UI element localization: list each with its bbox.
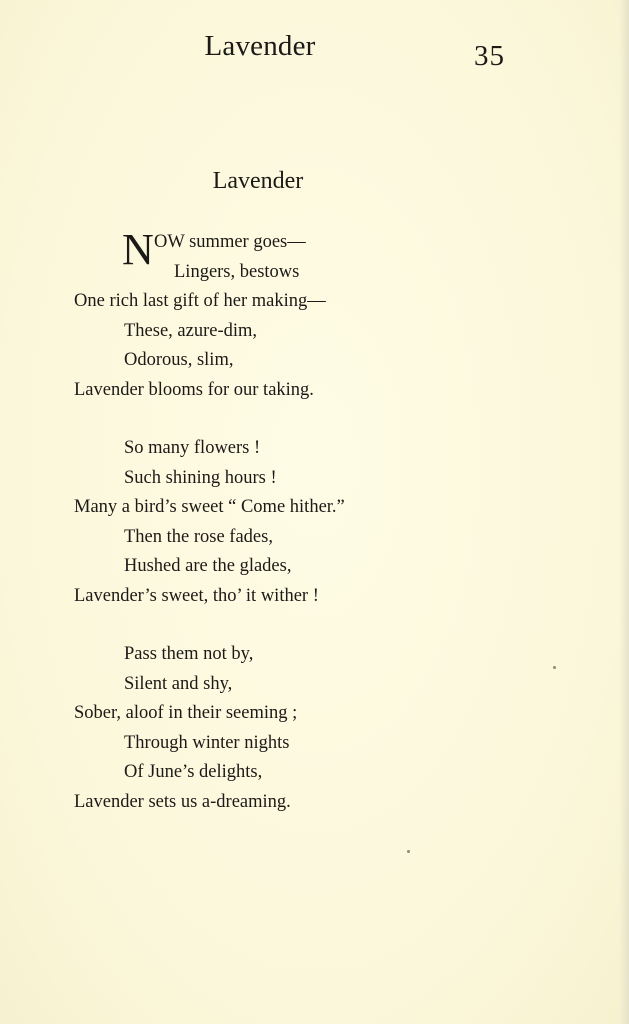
poem-line: One rich last gift of her making— (74, 291, 326, 311)
poem-line: Lavender sets us a-dreaming. (74, 791, 291, 812)
paper-speck (407, 850, 410, 853)
running-head: Lavender (204, 30, 316, 62)
stanza-break (74, 405, 345, 434)
poem-line: Through winter nights (124, 732, 290, 753)
paper-speck (553, 666, 556, 669)
poem-line: Lavender’s sweet, tho’ it wither ! (74, 585, 319, 606)
page-edge-shadow (619, 0, 629, 1024)
stanza-break (74, 611, 345, 640)
poem-body (74, 225, 345, 817)
page-number: 35 (474, 40, 505, 72)
poem-line: Odorous, slim, (124, 350, 234, 370)
poem-line: These, azure-dim, (124, 320, 258, 341)
poem-title: Lavender (212, 168, 304, 194)
poem-line: Many a bird’s sweet “ Come hither.” (74, 497, 345, 517)
poem-line: So many flowers ! (124, 438, 261, 458)
drop-cap: N (122, 225, 154, 274)
poem-line: Sober, aloof in their seeming ; (74, 703, 298, 723)
poem-line: Lavender blooms for our taking. (74, 379, 314, 400)
poem-line: Of June’s delights, (124, 762, 263, 782)
poem-line: Pass them not by, (124, 644, 254, 664)
poem-line: Hushed are the glades, (124, 556, 292, 576)
poem-line: Such shining hours ! (124, 467, 277, 488)
poem-line: Lingers, bestows (174, 261, 300, 282)
poem-line-text: OW summer goes— (154, 232, 306, 252)
poem-line: Silent and shy, (124, 673, 233, 694)
poem-line: Then the rose fades, (124, 526, 273, 547)
